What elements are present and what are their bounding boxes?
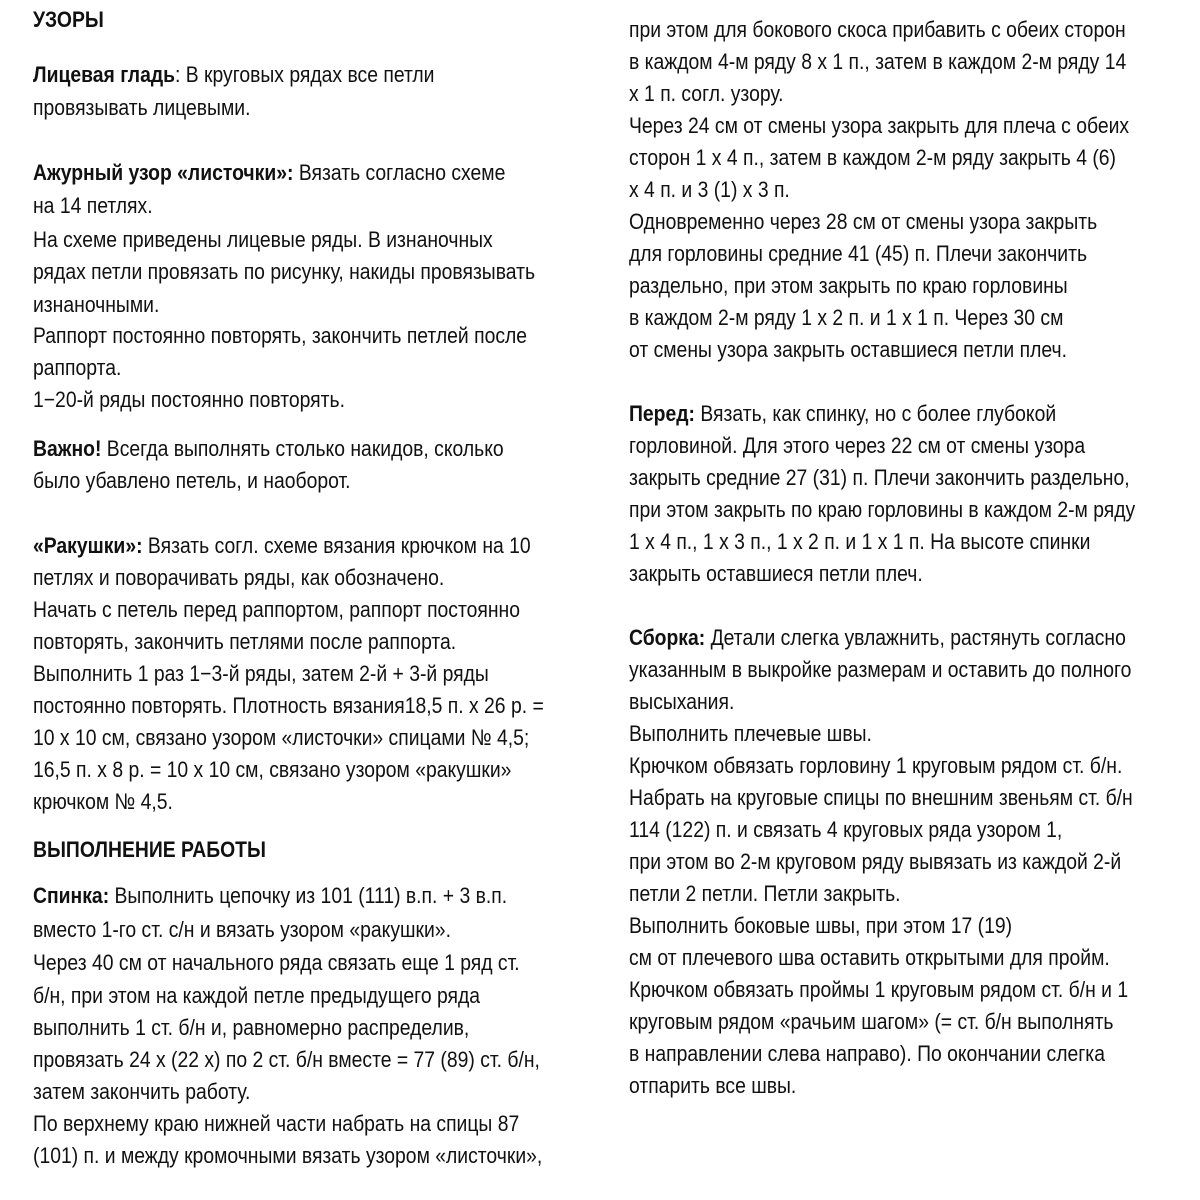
text-line [629,206,1097,238]
text-line [629,430,1085,462]
text-line [33,433,504,465]
text-segment: высыхания. [629,689,735,714]
text-line [33,947,520,979]
text-line [33,1076,250,1108]
text-segment: 16,5 п. х 8 р. = 10 х 10 см, связано узором «ракушки» [33,757,512,782]
text-line [33,190,153,222]
text-segment: : В круговых рядах все петли [175,62,435,87]
text-segment: выполнить 1 ст. б/н и, равномерно распределив, [33,1015,470,1040]
text-line [629,622,1126,654]
text-line [629,174,790,206]
text-line [629,526,1090,558]
text-line [33,92,250,124]
text-segment: Выполнить цепочку из 101 (111) в.п. + 3 в.п. [109,883,508,908]
text-line [33,690,544,722]
text-segment: при этом для бокового скоса прибавить с обеих сторон [629,17,1126,42]
text-line [629,1070,796,1102]
text-line [629,462,1130,494]
bold-segment: Важно! [33,436,102,461]
text-segment: 10 х 10 см, связано узором «листочки» спицами № 4,5; [33,725,530,750]
text-line [33,914,451,946]
text-segment: Начать с петель перед раппортом, раппорт постоянно [33,597,521,622]
text-line [629,686,734,718]
text-line [629,846,1121,878]
text-line [33,880,507,912]
text-segment: изнаночными. [33,292,160,317]
text-line [629,1006,1114,1038]
text-line [33,157,505,189]
text-segment: 1 х 4 п., 1 х 3 п., 1 х 2 п. и 1 х 1 п. На высоте спинки [629,529,1091,554]
text-segment: Набрать на круговые спицы по внешним звеньям ст. б/н [629,785,1133,810]
text-segment: для горловины средние 41 (45) п. Плечи закончить [629,241,1088,266]
text-segment: закрыть оставшиеся петли плеч. [629,561,923,586]
text-line [33,786,173,818]
text-line [629,974,1128,1006]
text-segment: круговым рядом «рачьим шагом» (= ст. б/н выполнять [629,1009,1114,1034]
text-segment: Выполнить боковые швы, при этом 17 (19) [629,913,1013,938]
text-line [33,1108,519,1140]
text-line [629,910,1012,942]
bold-segment: Лицевая гладь [33,62,176,87]
bold-segment: УЗОРЫ [33,7,104,32]
text-segment: на 14 петлях. [33,193,153,218]
text-segment: петли 2 петли. Петли закрыть. [629,881,901,906]
text-segment: Всегда выполнять столько накидов, сколько [101,436,504,461]
text-line [33,1044,540,1076]
text-line [33,1140,542,1172]
text-segment: Крючком обвязать проймы 1 круговым рядом ст. б/н и 1 [629,977,1129,1002]
text-segment: Одновременно через 28 см от смены узора закрыть [629,209,1098,234]
text-segment: петлях и поворачивать ряды, как обозначено. [33,565,445,590]
text-line [33,594,520,626]
text-line [33,754,511,786]
text-segment: На схеме приведены лицевые ряды. В изнаночных [33,227,493,252]
text-line [33,4,104,36]
text-segment: провязать 24 х (22 х) по 2 ст. б/н вместе = 77 (89) ст. б/н, [33,1047,540,1072]
text-segment: (101) п. и между кромочными вязать узором «листочки», [33,1143,543,1168]
text-segment: Вязать согл. схеме вязания крючком на 10 [142,533,531,558]
text-segment: Детали слегка увлажнить, растянуть согласно [705,625,1126,650]
text-segment: сторон 1 х 4 п., затем в каждом 2-м ряду закрыть 4 (6) [629,145,1117,170]
text-line [33,352,121,384]
text-segment: в направлении слева направо). По окончании слегка [629,1041,1105,1066]
text-segment: отпарить все швы. [629,1073,797,1098]
text-line [33,320,527,352]
text-segment: Вязать согласно схеме [293,160,506,185]
text-segment: Через 24 см от смены узора закрыть для плеча с обеих [629,113,1130,138]
bold-segment: Сборка: [629,625,706,650]
text-segment: см от плечевого шва оставить открытыми для пройм. [629,945,1110,970]
text-segment: горловиной. Для этого через 22 см от смены узора [629,433,1086,458]
bold-segment: Ажурный узор «листочки»: [33,160,294,185]
text-line [629,814,1062,846]
text-line [33,59,434,91]
text-line [33,289,159,321]
text-segment: Крючком обвязать горловину 1 круговым рядом ст. б/н. [629,753,1123,778]
text-segment: х 4 п. и 3 (1) х 3 п. [629,177,790,202]
text-line [33,256,535,288]
text-segment: повторять, закончить петлями после раппорта. [33,629,457,654]
text-segment: х 1 п. согл. узору. [629,81,784,106]
text-segment: было убавлено петель, и наоборот. [33,468,351,493]
text-segment: Раппорт постоянно повторять, закончить петлей после [33,323,528,348]
text-segment: рядах петли провязать по рисунку, накиды провязывать [33,259,536,284]
text-line [629,558,923,590]
text-segment: вместо 1-го ст. с/н и вязать узором «ракушки». [33,917,451,942]
text-segment: Через 40 см от начального ряда связать еще 1 ряд ст. [33,950,520,975]
text-line [33,1012,469,1044]
text-segment: постоянно повторять. Плотность вязания18,5 п. х 26 р. = [33,693,544,718]
text-segment: раппорта. [33,355,122,380]
text-segment: в каждом 4-м ряду 8 х 1 п., затем в каждом 2-м ряду 14 [629,49,1127,74]
text-line [33,224,493,256]
text-line [629,494,1135,526]
text-line [629,78,784,110]
text-line [33,722,529,754]
text-line [629,302,1063,334]
text-line [629,750,1122,782]
text-segment: затем закончить работу. [33,1079,251,1104]
text-segment: крючком № 4,5. [33,789,173,814]
text-segment: раздельно, при этом закрыть по краю горловины [629,273,1068,298]
text-line [33,658,489,690]
text-segment: указанным в выкройке размерам и оставить до полного [629,657,1132,682]
text-line [629,238,1087,270]
text-line [629,942,1110,974]
text-line [629,1038,1105,1070]
text-segment: при этом закрыть по краю горловины в каждом 2-м ряду [629,497,1136,522]
bold-segment: «Ракушки»: [33,533,143,558]
text-line [33,834,266,866]
text-line [629,878,901,910]
text-line [629,14,1126,46]
text-line [33,980,480,1012]
text-segment: Выполнить 1 раз 1−3-й ряды, затем 2-й + 3-й ряды [33,661,489,686]
text-line [33,465,351,497]
text-segment: закрыть средние 27 (31) п. Плечи закончить раздельно, [629,465,1130,490]
text-segment: Вязать, как спинку, но с более глубокой [694,401,1057,426]
text-line [629,782,1133,814]
text-segment: Выполнить плечевые швы. [629,721,872,746]
text-line [33,530,531,562]
text-segment: при этом во 2-м круговом ряду вывязать из каждой 2-й [629,849,1122,874]
text-segment: По верхнему краю нижней части набрать на спицы 87 [33,1111,520,1136]
text-line [33,562,444,594]
bold-segment: Спинка: [33,883,110,908]
text-line [629,142,1116,174]
text-line [629,270,1068,302]
text-line [629,398,1056,430]
text-line [33,384,345,416]
text-segment: в каждом 2-м ряду 1 х 2 п. и 1 х 1 п. Через 30 см [629,305,1064,330]
text-segment: 114 (122) п. и связать 4 круговых ряда узором 1, [629,817,1063,842]
text-segment: б/н, при этом на каждой петле предыдущего ряда [33,983,481,1008]
text-segment: 1−20-й ряды постоянно повторять. [33,387,345,412]
text-line [629,654,1131,686]
text-line [629,46,1126,78]
bold-segment: Перед: [629,401,695,426]
text-line [629,334,1067,366]
text-segment: от смены узора закрыть оставшиеся петли плеч. [629,337,1067,362]
text-line [629,110,1129,142]
text-line [33,626,456,658]
bold-segment: ВЫПОЛНЕНИЕ РАБОТЫ [33,837,266,862]
text-segment: провязывать лицевыми. [33,95,251,120]
text-line [629,718,872,750]
